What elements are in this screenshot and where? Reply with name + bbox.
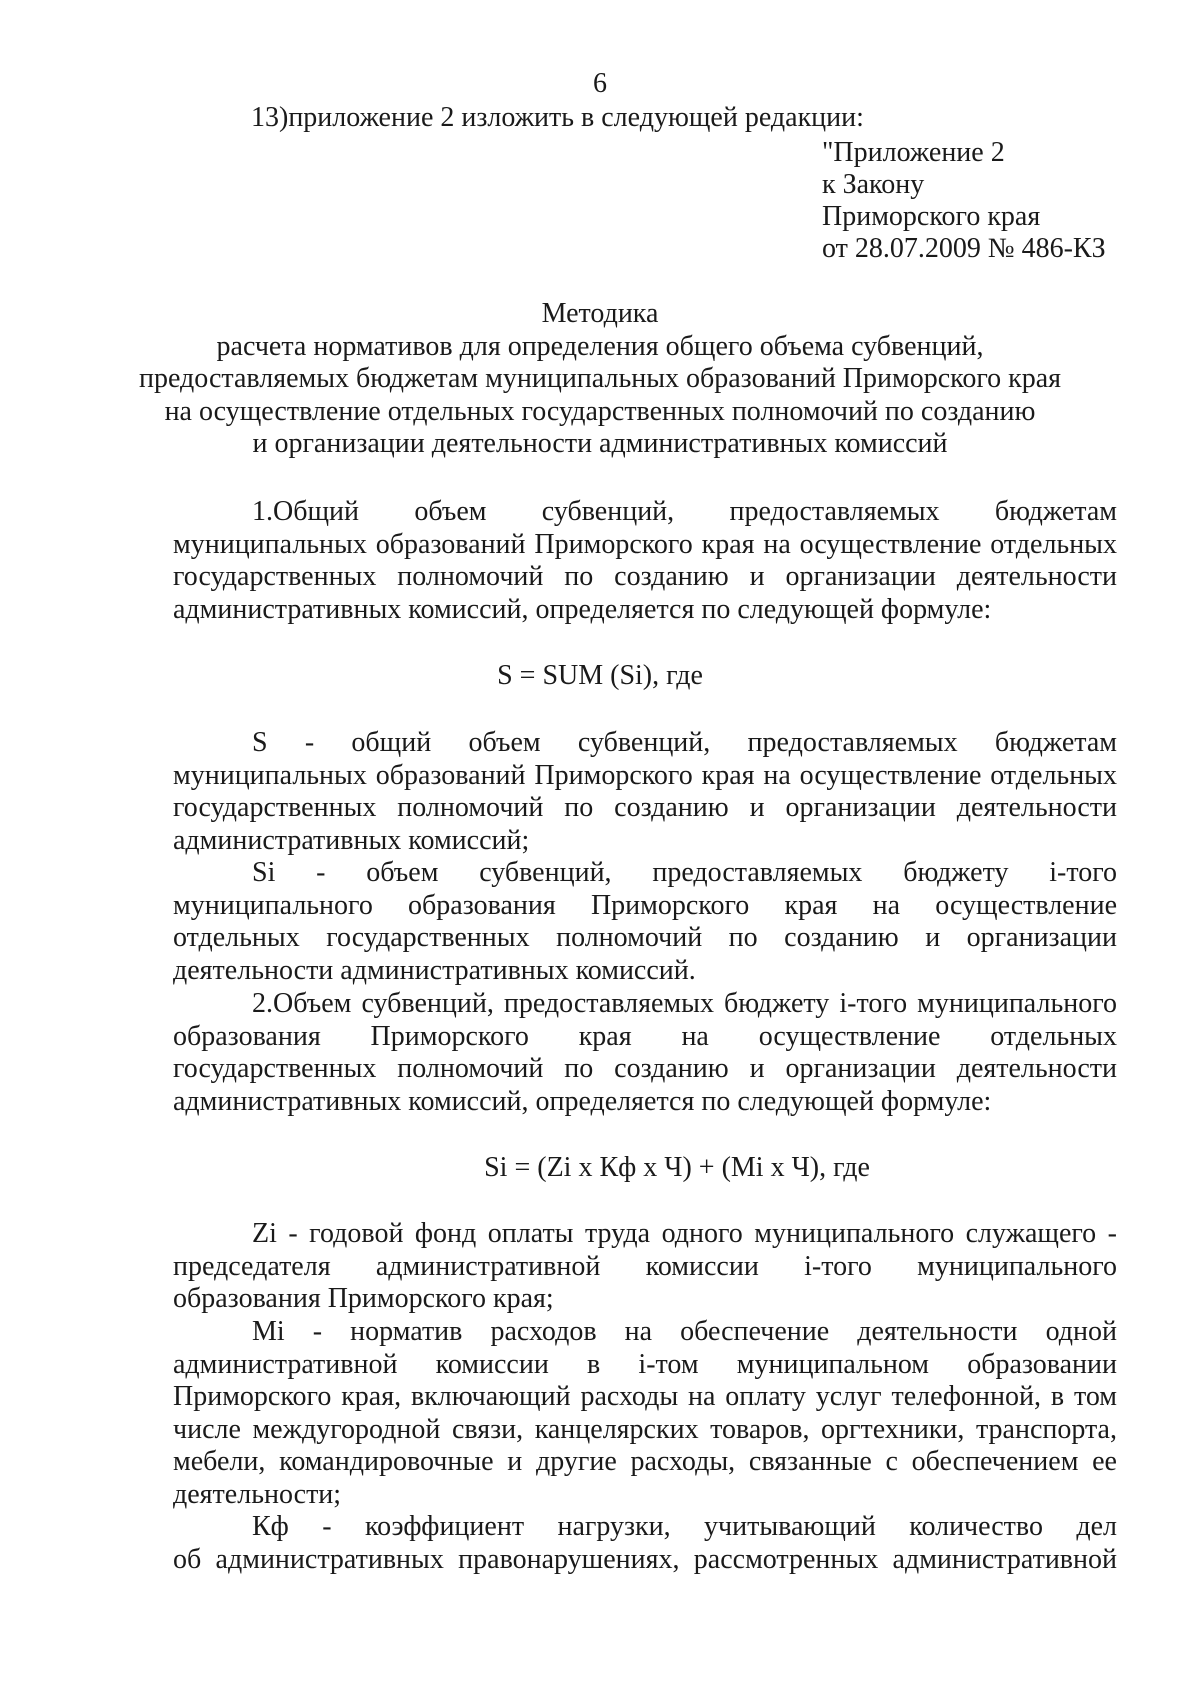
text-line: Si - объем субвенций, предоставляемых бюджету i-того (252, 857, 1117, 888)
title-line: на осуществление отдельных государственных полномочий по созданию (164, 395, 1036, 427)
text-line: Zi - годовой фонд оплаты труда одного муниципального служащего - (252, 1218, 1117, 1249)
text-line: государственных полномочий по созданию и организации деятельности (173, 1053, 1117, 1084)
definition-mi (173, 1316, 1117, 1511)
definition-kf (173, 1511, 1117, 1576)
amendment-intro: 13)приложение 2 изложить в следующей редакции: (251, 102, 864, 133)
text-line: муниципальных образований Приморского края на осуществление отдельных (173, 528, 1117, 560)
text-line: образования Приморского края на осуществление отдельных (173, 1020, 1117, 1052)
formula-municipal: Si = (Zi x Кф x Ч) + (Mi x Ч), где (484, 1152, 870, 1183)
text-line: Кф - коэффициент нагрузки, учитывающий количество дел (252, 1511, 1117, 1542)
text-line: административной комиссии в i-том муниципальном образовании (173, 1348, 1117, 1380)
definition-s (173, 727, 1117, 857)
title-line: и организации деятельности административных комиссий (252, 428, 948, 459)
title-line: расчета нормативов для определения общего объема субвенций, (216, 330, 984, 362)
page-number: 6 (593, 68, 607, 99)
text-line: деятельности административных комиссий. (173, 954, 696, 986)
text-line: отдельных государственных полномочий по созданию и организации (173, 922, 1117, 953)
text-line: S - общий объем субвенций, предоставляемых бюджетам (252, 727, 1117, 758)
text-line: деятельности; (173, 1478, 342, 1510)
paragraph-1 (173, 496, 1117, 626)
text-line: муниципального образования Приморского края на осуществление (173, 889, 1117, 921)
text-line: административных комиссий; (173, 824, 530, 856)
text-line: муниципальных образований Приморского края на осуществление отдельных (173, 759, 1117, 791)
appendix-header (822, 137, 1106, 265)
text-line: председателя административной комиссии i-того муниципального (173, 1250, 1117, 1282)
methodology-title (0, 298, 1200, 461)
appendix-line: к Закону (822, 169, 925, 200)
text-line: числе междугородной связи, канцелярских товаров, оргтехники, транспорта, (173, 1413, 1117, 1445)
text-line: 2.Объем субвенций, предоставляемых бюджету i-того муниципального (252, 988, 1117, 1019)
definition-si (173, 857, 1117, 987)
text-line: Приморского края, включающий расходы на оплату услуг телефонной, в том (173, 1381, 1117, 1412)
title-line: Методика (541, 298, 659, 329)
appendix-line: Приморского края (822, 201, 1041, 232)
text-line: образования Приморского края; (173, 1283, 554, 1314)
text-line: государственных полномочий по созданию и организации деятельности (173, 792, 1117, 823)
text-line: административных комиссий, определяется по следующей формуле: (173, 593, 992, 625)
text-line: государственных полномочий по созданию и организации деятельности (173, 561, 1117, 592)
appendix-line: "Приложение 2 (822, 137, 1005, 168)
appendix-line: от 28.07.2009 № 486-КЗ (822, 233, 1106, 264)
title-line: предоставляемых бюджетам муниципальных образований Приморского края (138, 363, 1062, 394)
text-line: мебели, командировочные и другие расходы, связанные с обеспечением ее (173, 1446, 1117, 1477)
formula-total: S = SUM (Si), где (497, 660, 703, 691)
definition-zi (173, 1218, 1117, 1316)
text-line: Mi - норматив расходов на обеспечение деятельности одной (252, 1316, 1117, 1347)
paragraph-2 (173, 988, 1117, 1118)
text-line: административных комиссий, определяется по следующей формуле: (173, 1085, 992, 1117)
text-line: 1.Общий объем субвенций, предоставляемых бюджетам (252, 496, 1117, 527)
text-line: об административных правонарушениях, рассмотренных административной (173, 1543, 1117, 1575)
